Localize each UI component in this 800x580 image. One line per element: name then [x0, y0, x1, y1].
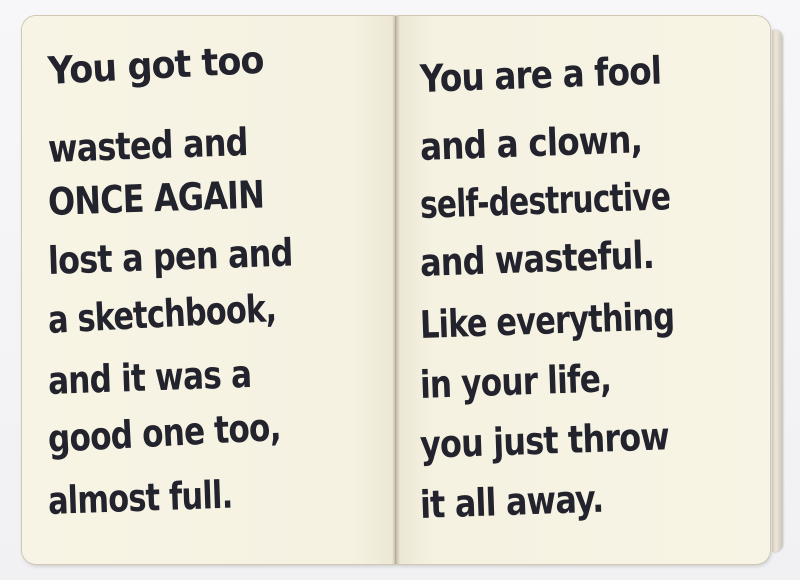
- right-line: you just throw: [419, 414, 670, 467]
- left-page: [22, 16, 396, 564]
- left-line: and it was a: [47, 351, 252, 403]
- left-line: You got too: [46, 37, 265, 93]
- left-line: wasted and: [47, 120, 249, 171]
- right-page: [396, 16, 770, 564]
- book-gutter: [392, 16, 400, 564]
- left-line: lost a pen and: [47, 230, 294, 283]
- right-line: Like everything: [419, 294, 675, 347]
- left-line: ONCE AGAIN: [47, 172, 265, 224]
- right-line: and a clown,: [419, 117, 643, 169]
- left-line: good one too,: [46, 404, 282, 461]
- right-line: in your life,: [419, 356, 612, 407]
- page-edges: [772, 30, 782, 552]
- left-line: a sketchbook,: [46, 286, 278, 342]
- right-line: self-destructive: [419, 174, 671, 227]
- open-sketchbook: [22, 16, 776, 564]
- right-line: it all away.: [419, 476, 605, 527]
- right-line: and wasteful.: [419, 232, 655, 285]
- right-line: You are a fool: [419, 48, 662, 101]
- left-line: almost full.: [47, 472, 234, 523]
